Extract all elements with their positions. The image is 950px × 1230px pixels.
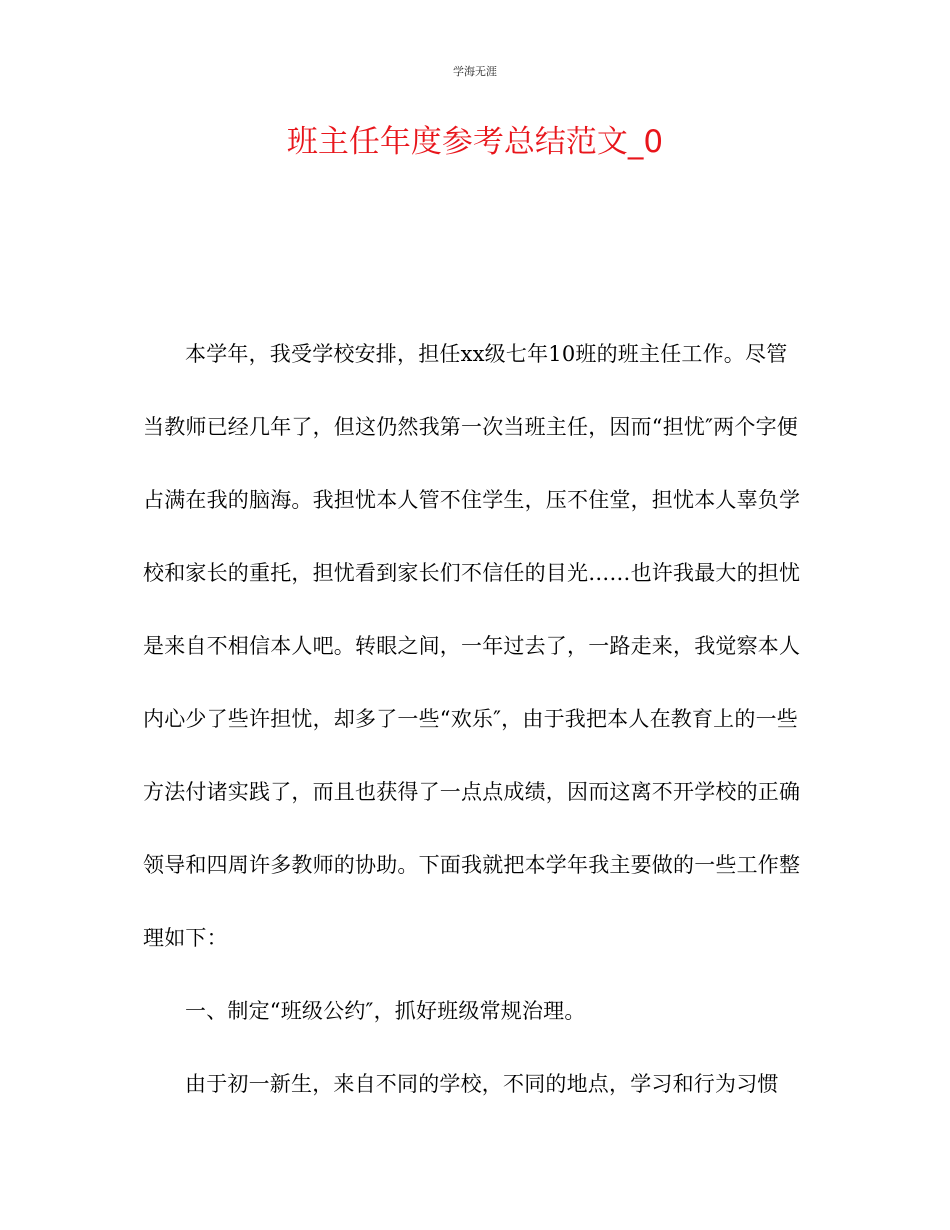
- page-header: 学海无涯: [453, 65, 497, 78]
- paragraph-section-body: 由于初一新生，来自不同的学校，不同的地点，学习和行为习惯: [185, 1072, 779, 1096]
- document-body: [143, 318, 807, 1121]
- document-title: 班主任年度参考总结范文_0: [286, 124, 664, 160]
- paragraph-intro: 本学年，我受学校安排，担任xx级七年10班的班主任工作。尽管当教师已经几年了，但这仍然我第一次当班主任，因而“担忧″两个字便占满在我的脑海。我担忧本人管不住学生，压不住堂，担忧本人辜负学校和家长的重托，担忧看到家长们不信任的目光……也许我最大的担忧是来自不相信本人吧。转眼之间，一年过去了，一路走来，我觉察本人内心少了些许担忧，却多了一些“欢乐″，由于我把本人在教育上的一些方法付诸实践了，而且也获得了一点点成绩，因而这离不开学校的正确领导和四周许多教师的协助。下面我就把本学年我主要做的一些工作整理如下：: [143, 342, 801, 950]
- paragraph-section-heading: 一、制定“班级公约″，抓好班级常规治理。: [185, 999, 586, 1023]
